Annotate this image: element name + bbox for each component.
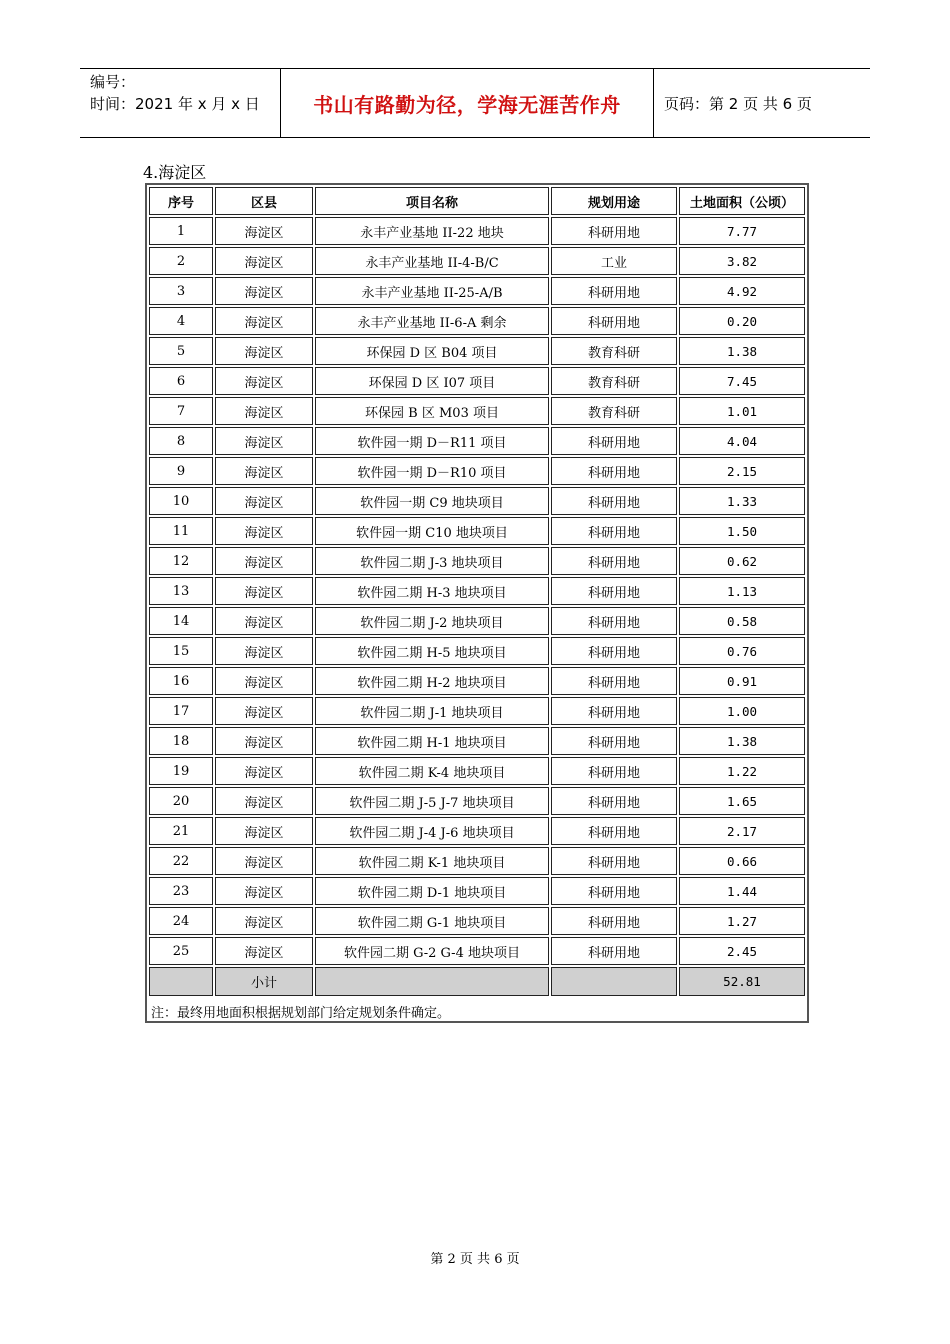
cell-index: 12 xyxy=(149,547,213,575)
cell-area: 1.38 xyxy=(679,727,805,755)
cell-district: 海淀区 xyxy=(215,487,313,515)
cell-project: 软件园二期 J-2 地块项目 xyxy=(315,607,549,635)
table-row xyxy=(149,877,805,905)
table-row xyxy=(149,307,805,335)
cell-project: 永丰产业基地 II-22 地块 xyxy=(315,217,549,245)
col-header-district: 区县 xyxy=(215,187,313,215)
header-motto-cell xyxy=(280,69,654,137)
table-row xyxy=(149,697,805,725)
cell-project: 永丰产业基地 II-25-A/B xyxy=(315,277,549,305)
cell-project: 软件园一期 C10 地块项目 xyxy=(315,517,549,545)
cell-district: 海淀区 xyxy=(215,727,313,755)
cell-usage: 科研用地 xyxy=(551,757,677,785)
cell-district: 海淀区 xyxy=(215,937,313,965)
cell-usage: 科研用地 xyxy=(551,217,677,245)
cell-district: 海淀区 xyxy=(215,607,313,635)
table-note: 注：最终用地面积根据规划部门给定规划条件确定。 xyxy=(151,1005,451,1021)
header-motto: 书山有路勤为径，学海无涯苦作舟 xyxy=(313,92,621,117)
cell-usage: 教育科研 xyxy=(551,397,677,425)
land-table-container xyxy=(145,183,809,1023)
table-row xyxy=(149,727,805,755)
cell-usage: 科研用地 xyxy=(551,907,677,935)
cell-project: 软件园二期 J-1 地块项目 xyxy=(315,697,549,725)
cell-district: 海淀区 xyxy=(215,817,313,845)
cell-area: 0.62 xyxy=(679,547,805,575)
cell-usage: 科研用地 xyxy=(551,427,677,455)
cell-area: 0.20 xyxy=(679,307,805,335)
cell-project: 环保园 B 区 M03 项目 xyxy=(315,397,549,425)
cell-district: 海淀区 xyxy=(215,397,313,425)
table-row xyxy=(149,217,805,245)
cell-area: 1.13 xyxy=(679,577,805,605)
cell-index: 25 xyxy=(149,937,213,965)
cell-project: 软件园一期 D－R11 项目 xyxy=(315,427,549,455)
cell-area: 1.27 xyxy=(679,907,805,935)
cell-index: 13 xyxy=(149,577,213,605)
cell-index: 24 xyxy=(149,907,213,935)
cell-project: 软件园二期 H-3 地块项目 xyxy=(315,577,549,605)
cell-district: 海淀区 xyxy=(215,907,313,935)
table-body xyxy=(149,217,805,965)
cell-district: 海淀区 xyxy=(215,697,313,725)
header-page-label: 页码：第 2 页 共 6 页 xyxy=(664,94,812,113)
cell-project: 软件园二期 D-1 地块项目 xyxy=(315,877,549,905)
cell-project: 软件园二期 K-1 地块项目 xyxy=(315,847,549,875)
cell-index: 22 xyxy=(149,847,213,875)
page-footer: 第 2 页 共 6 页 xyxy=(430,1252,520,1267)
cell-area: 0.91 xyxy=(679,667,805,695)
col-header-usage: 规划用途 xyxy=(551,187,677,215)
cell-usage: 科研用地 xyxy=(551,727,677,755)
cell-index: 11 xyxy=(149,517,213,545)
cell-area: 0.66 xyxy=(679,847,805,875)
cell-project: 软件园一期 D－R10 项目 xyxy=(315,457,549,485)
cell-area: 1.38 xyxy=(679,337,805,365)
cell-usage: 工业 xyxy=(551,247,677,275)
table-row xyxy=(149,367,805,395)
table-row xyxy=(149,607,805,635)
cell-area: 2.17 xyxy=(679,817,805,845)
doc-time-label: 时间：2021 年 x 月 x 日 xyxy=(90,95,260,113)
cell-usage: 科研用地 xyxy=(551,667,677,695)
cell-area: 0.76 xyxy=(679,637,805,665)
cell-usage: 科研用地 xyxy=(551,517,677,545)
table-row xyxy=(149,427,805,455)
table-row xyxy=(149,787,805,815)
cell-usage: 科研用地 xyxy=(551,547,677,575)
table-row xyxy=(149,457,805,485)
table-row xyxy=(149,937,805,965)
cell-project: 环保园 D 区 I07 项目 xyxy=(315,367,549,395)
table-row xyxy=(149,637,805,665)
subtotal-empty-1 xyxy=(149,967,213,996)
cell-usage: 科研用地 xyxy=(551,607,677,635)
cell-area: 3.82 xyxy=(679,247,805,275)
cell-project: 软件园二期 H-2 地块项目 xyxy=(315,667,549,695)
table-row xyxy=(149,907,805,935)
cell-usage: 科研用地 xyxy=(551,277,677,305)
col-header-area: 土地面积（公顷） xyxy=(679,187,805,215)
table-row xyxy=(149,667,805,695)
cell-area: 1.44 xyxy=(679,877,805,905)
cell-index: 15 xyxy=(149,637,213,665)
cell-area: 7.45 xyxy=(679,367,805,395)
cell-project: 环保园 D 区 B04 项目 xyxy=(315,337,549,365)
cell-index: 19 xyxy=(149,757,213,785)
cell-project: 软件园二期 G-1 地块项目 xyxy=(315,907,549,935)
cell-district: 海淀区 xyxy=(215,307,313,335)
cell-index: 6 xyxy=(149,367,213,395)
cell-project: 软件园二期 J-4 J-6 地块项目 xyxy=(315,817,549,845)
cell-area: 2.45 xyxy=(679,937,805,965)
cell-district: 海淀区 xyxy=(215,367,313,395)
cell-project: 软件园二期 J-3 地块项目 xyxy=(315,547,549,575)
cell-area: 2.15 xyxy=(679,457,805,485)
cell-project: 软件园二期 H-5 地块项目 xyxy=(315,637,549,665)
cell-district: 海淀区 xyxy=(215,277,313,305)
page-header xyxy=(80,68,870,138)
cell-index: 4 xyxy=(149,307,213,335)
cell-district: 海淀区 xyxy=(215,337,313,365)
cell-project: 永丰产业基地 II-6-A 剩余 xyxy=(315,307,549,335)
table-row xyxy=(149,247,805,275)
cell-area: 4.04 xyxy=(679,427,805,455)
cell-district: 海淀区 xyxy=(215,757,313,785)
cell-area: 1.33 xyxy=(679,487,805,515)
cell-index: 23 xyxy=(149,877,213,905)
cell-district: 海淀区 xyxy=(215,247,313,275)
cell-project: 软件园二期 J-5 J-7 地块项目 xyxy=(315,787,549,815)
cell-index: 18 xyxy=(149,727,213,755)
cell-index: 21 xyxy=(149,817,213,845)
table-header-row xyxy=(149,187,805,215)
cell-area: 1.22 xyxy=(679,757,805,785)
cell-usage: 科研用地 xyxy=(551,697,677,725)
subtotal-value: 52.81 xyxy=(679,967,805,996)
cell-index: 7 xyxy=(149,397,213,425)
cell-usage: 科研用地 xyxy=(551,877,677,905)
cell-index: 1 xyxy=(149,217,213,245)
note-row xyxy=(149,998,805,1024)
cell-district: 海淀区 xyxy=(215,787,313,815)
cell-district: 海淀区 xyxy=(215,457,313,485)
cell-usage: 科研用地 xyxy=(551,817,677,845)
land-table xyxy=(147,185,807,1026)
subtotal-label: 小计 xyxy=(215,967,313,996)
table-row xyxy=(149,577,805,605)
cell-district: 海淀区 xyxy=(215,637,313,665)
cell-area: 1.00 xyxy=(679,697,805,725)
cell-district: 海淀区 xyxy=(215,577,313,605)
section-title: 4.海淀区 xyxy=(143,163,207,182)
cell-index: 2 xyxy=(149,247,213,275)
table-row xyxy=(149,547,805,575)
header-meta xyxy=(80,69,280,139)
cell-district: 海淀区 xyxy=(215,877,313,905)
table-row xyxy=(149,757,805,785)
table-row xyxy=(149,817,805,845)
cell-index: 5 xyxy=(149,337,213,365)
subtotal-empty-3 xyxy=(551,967,677,996)
cell-index: 10 xyxy=(149,487,213,515)
cell-index: 20 xyxy=(149,787,213,815)
table-row xyxy=(149,337,805,365)
cell-usage: 科研用地 xyxy=(551,457,677,485)
cell-usage: 科研用地 xyxy=(551,487,677,515)
col-header-index: 序号 xyxy=(149,187,213,215)
cell-usage: 教育科研 xyxy=(551,337,677,365)
cell-usage: 科研用地 xyxy=(551,937,677,965)
col-header-project: 项目名称 xyxy=(315,187,549,215)
table-row xyxy=(149,487,805,515)
cell-index: 16 xyxy=(149,667,213,695)
cell-area: 1.50 xyxy=(679,517,805,545)
cell-usage: 科研用地 xyxy=(551,847,677,875)
cell-district: 海淀区 xyxy=(215,217,313,245)
cell-district: 海淀区 xyxy=(215,547,313,575)
cell-index: 14 xyxy=(149,607,213,635)
table-row xyxy=(149,397,805,425)
cell-district: 海淀区 xyxy=(215,847,313,875)
cell-area: 0.58 xyxy=(679,607,805,635)
cell-project: 软件园一期 C9 地块项目 xyxy=(315,487,549,515)
cell-district: 海淀区 xyxy=(215,517,313,545)
cell-project: 软件园二期 G-2 G-4 地块项目 xyxy=(315,937,549,965)
cell-usage: 教育科研 xyxy=(551,367,677,395)
cell-index: 3 xyxy=(149,277,213,305)
doc-number-label: 编号： xyxy=(90,73,136,91)
cell-usage: 科研用地 xyxy=(551,307,677,335)
cell-district: 海淀区 xyxy=(215,667,313,695)
cell-project: 软件园二期 K-4 地块项目 xyxy=(315,757,549,785)
cell-usage: 科研用地 xyxy=(551,637,677,665)
subtotal-row xyxy=(149,967,805,996)
cell-index: 17 xyxy=(149,697,213,725)
table-row xyxy=(149,847,805,875)
cell-area: 1.01 xyxy=(679,397,805,425)
cell-area: 7.77 xyxy=(679,217,805,245)
cell-usage: 科研用地 xyxy=(551,787,677,815)
cell-district: 海淀区 xyxy=(215,427,313,455)
table-row xyxy=(149,277,805,305)
subtotal-empty-2 xyxy=(315,967,549,996)
cell-usage: 科研用地 xyxy=(551,577,677,605)
cell-area: 4.92 xyxy=(679,277,805,305)
cell-area: 1.65 xyxy=(679,787,805,815)
cell-project: 软件园二期 H-1 地块项目 xyxy=(315,727,549,755)
cell-index: 8 xyxy=(149,427,213,455)
cell-project: 永丰产业基地 II-4-B/C xyxy=(315,247,549,275)
table-row xyxy=(149,517,805,545)
cell-index: 9 xyxy=(149,457,213,485)
